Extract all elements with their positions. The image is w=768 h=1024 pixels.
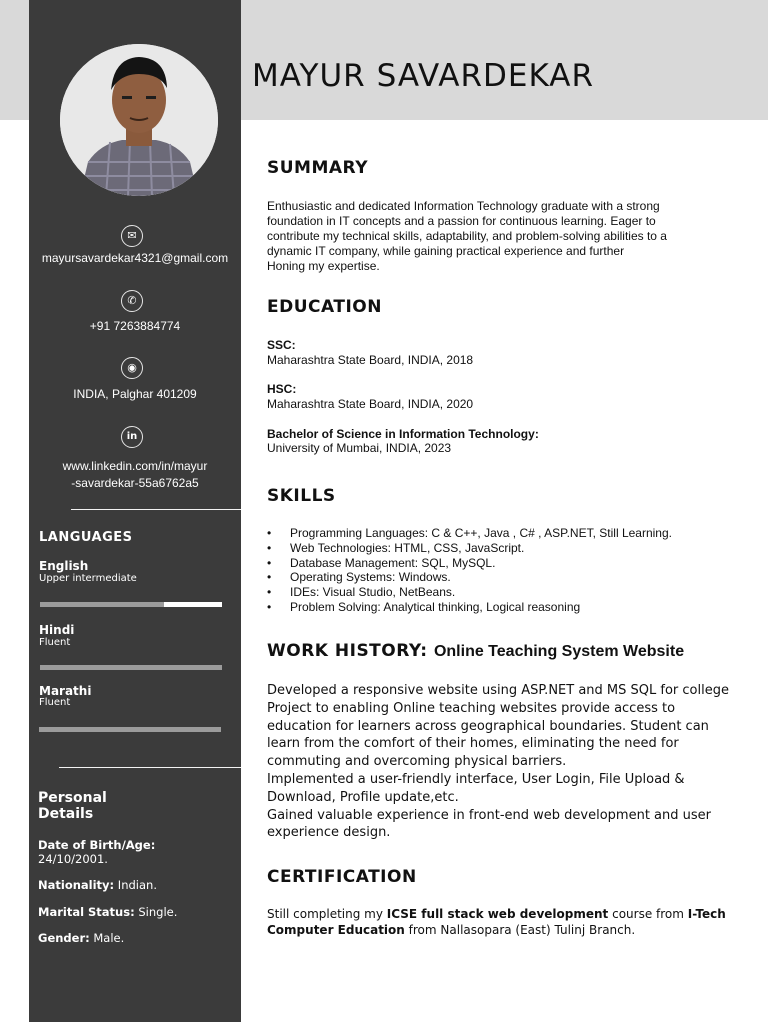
language-level: Fluent bbox=[39, 697, 71, 708]
education-title: EDUCATION bbox=[267, 297, 382, 317]
work-description bbox=[267, 682, 737, 842]
bullet-icon: • bbox=[267, 540, 272, 555]
skills-title: SKILLS bbox=[267, 486, 336, 506]
skill-text: Web Technologies: HTML, CSS, JavaScript. bbox=[290, 540, 525, 555]
language-bar bbox=[39, 727, 221, 732]
email-text[interactable]: mayursavardekar4321@gmail.com bbox=[41, 251, 229, 265]
bullet-icon: • bbox=[267, 599, 272, 614]
languages-heading: LANGUAGES bbox=[39, 530, 133, 545]
list-item bbox=[267, 570, 672, 585]
cert-part-2: course from bbox=[608, 907, 688, 921]
summary-line: Enthusiastic and dedicated Information Technology graduate with a strong bbox=[267, 199, 660, 213]
sidebar-divider bbox=[59, 767, 241, 768]
work-line: commuting and overcoming physical barriers. bbox=[267, 754, 567, 770]
work-line: Download, Profile update,etc. bbox=[267, 789, 459, 805]
gender-row bbox=[38, 931, 238, 945]
linkedin-icon: in bbox=[121, 426, 143, 448]
language-bar-fill bbox=[40, 602, 164, 607]
nationality-label: Nationality: bbox=[38, 878, 115, 892]
linkedin-line-2[interactable]: -savardekar-55a6762a5 bbox=[71, 476, 199, 490]
list-item bbox=[267, 600, 672, 615]
profile-photo bbox=[60, 44, 218, 196]
gender-label: Gender: bbox=[38, 931, 90, 945]
personal-heading-line2: Details bbox=[38, 806, 94, 822]
summary-line: Honing my expertise. bbox=[267, 259, 380, 273]
education-detail: Maharashtra State Board, INDIA, 2020 bbox=[267, 397, 474, 411]
work-history-label: WORK HISTORY: bbox=[267, 641, 428, 661]
summary-line: foundation in IT concepts and a passion for continuous learning. Eager to bbox=[267, 214, 656, 228]
work-line: Developed a responsive website using ASP.NET and MS SQL for college bbox=[267, 683, 729, 698]
list-item bbox=[267, 556, 672, 571]
work-history-title bbox=[267, 641, 684, 661]
education-label: SSC: bbox=[267, 338, 296, 352]
work-line: Gained valuable experience in front-end web development and user bbox=[267, 807, 711, 823]
marital-label: Marital Status: bbox=[38, 905, 135, 919]
list-item bbox=[267, 541, 672, 556]
education-detail: Maharashtra State Board, INDIA, 2018 bbox=[267, 353, 474, 367]
marital-value: Single. bbox=[134, 905, 178, 919]
skills-list bbox=[267, 526, 672, 615]
summary-text bbox=[267, 199, 707, 274]
summary-title: SUMMARY bbox=[267, 158, 369, 178]
cert-course: ICSE full stack web development bbox=[386, 907, 609, 921]
list-item bbox=[267, 526, 672, 541]
candidate-name: MAYUR SAVARDEKAR bbox=[252, 58, 594, 94]
summary-line: contribute my technical skills, adaptability, and problem-solving abilities to a bbox=[267, 229, 667, 243]
skill-text: Programming Languages: C & C++, Java , C# , ASP.NET, Still Learning. bbox=[290, 526, 672, 540]
cert-part-1: Still completing my bbox=[267, 907, 387, 921]
language-level: Upper intermediate bbox=[39, 573, 137, 584]
gender-value: Male. bbox=[89, 931, 125, 945]
skill-text: Database Management: SQL, MySQL. bbox=[290, 555, 496, 570]
work-line: Implemented a user-friendly interface, User Login, File Upload & bbox=[267, 771, 685, 787]
cert-part-3: from Nallasopara (East) Tulinj Branch. bbox=[404, 922, 636, 937]
language-name: English bbox=[39, 559, 89, 573]
work-line: education for learners across geographical boundaries. Student can bbox=[267, 718, 709, 734]
skill-text: IDEs: Visual Studio, NetBeans. bbox=[290, 585, 456, 600]
language-name: Hindi bbox=[39, 623, 75, 637]
phone-icon: ✆ bbox=[121, 290, 143, 312]
language-bar bbox=[40, 665, 222, 670]
education-label: Bachelor of Science in Information Technology: bbox=[267, 427, 539, 441]
work-line: experience design. bbox=[267, 825, 391, 841]
work-line: Project to enabling Online teaching websites provide access to bbox=[267, 700, 676, 716]
personal-heading-line1: Personal bbox=[38, 790, 107, 806]
language-bar-fill bbox=[40, 665, 222, 670]
dob-label: Date of Birth/Age: bbox=[38, 838, 156, 852]
nationality-row bbox=[38, 878, 238, 892]
certification-text bbox=[267, 907, 737, 938]
dob-value: 24/10/2001. bbox=[38, 852, 108, 866]
location-text: INDIA, Palghar 401209 bbox=[73, 387, 197, 401]
bullet-icon: • bbox=[267, 555, 272, 570]
sidebar-divider bbox=[71, 509, 241, 510]
dob-row bbox=[38, 838, 238, 866]
certification-title: CERTIFICATION bbox=[267, 867, 417, 887]
cert-institute: I-Tech Computer Education bbox=[267, 907, 726, 937]
bullet-icon: • bbox=[267, 570, 272, 585]
bullet-icon: • bbox=[267, 585, 272, 600]
skill-text: Problem Solving: Analytical thinking, Logical reasoning bbox=[290, 599, 581, 614]
work-project-title: Online Teaching System Website bbox=[433, 643, 685, 660]
language-bar bbox=[40, 602, 222, 607]
education-detail: University of Mumbai, INDIA, 2023 bbox=[267, 441, 452, 455]
marital-row bbox=[38, 905, 238, 919]
email-icon: ✉ bbox=[121, 225, 143, 247]
linkedin-line-1[interactable]: www.linkedin.com/in/mayur bbox=[62, 459, 208, 473]
bullet-icon: • bbox=[267, 526, 272, 540]
language-bar-fill bbox=[39, 727, 221, 732]
nationality-value: Indian. bbox=[114, 878, 157, 892]
list-item bbox=[267, 585, 672, 600]
work-line: learn from the comfort of their homes, eliminating the need for bbox=[267, 736, 679, 752]
phone-text[interactable]: +91 7263884774 bbox=[89, 319, 181, 333]
education-label: HSC: bbox=[267, 382, 297, 396]
location-icon: ◉ bbox=[121, 357, 143, 379]
language-level: Fluent bbox=[39, 637, 71, 648]
language-name: Marathi bbox=[39, 684, 92, 698]
summary-line: dynamic IT company, while gaining practical experience and further bbox=[267, 244, 625, 258]
skill-text: Operating Systems: Windows. bbox=[290, 570, 451, 585]
